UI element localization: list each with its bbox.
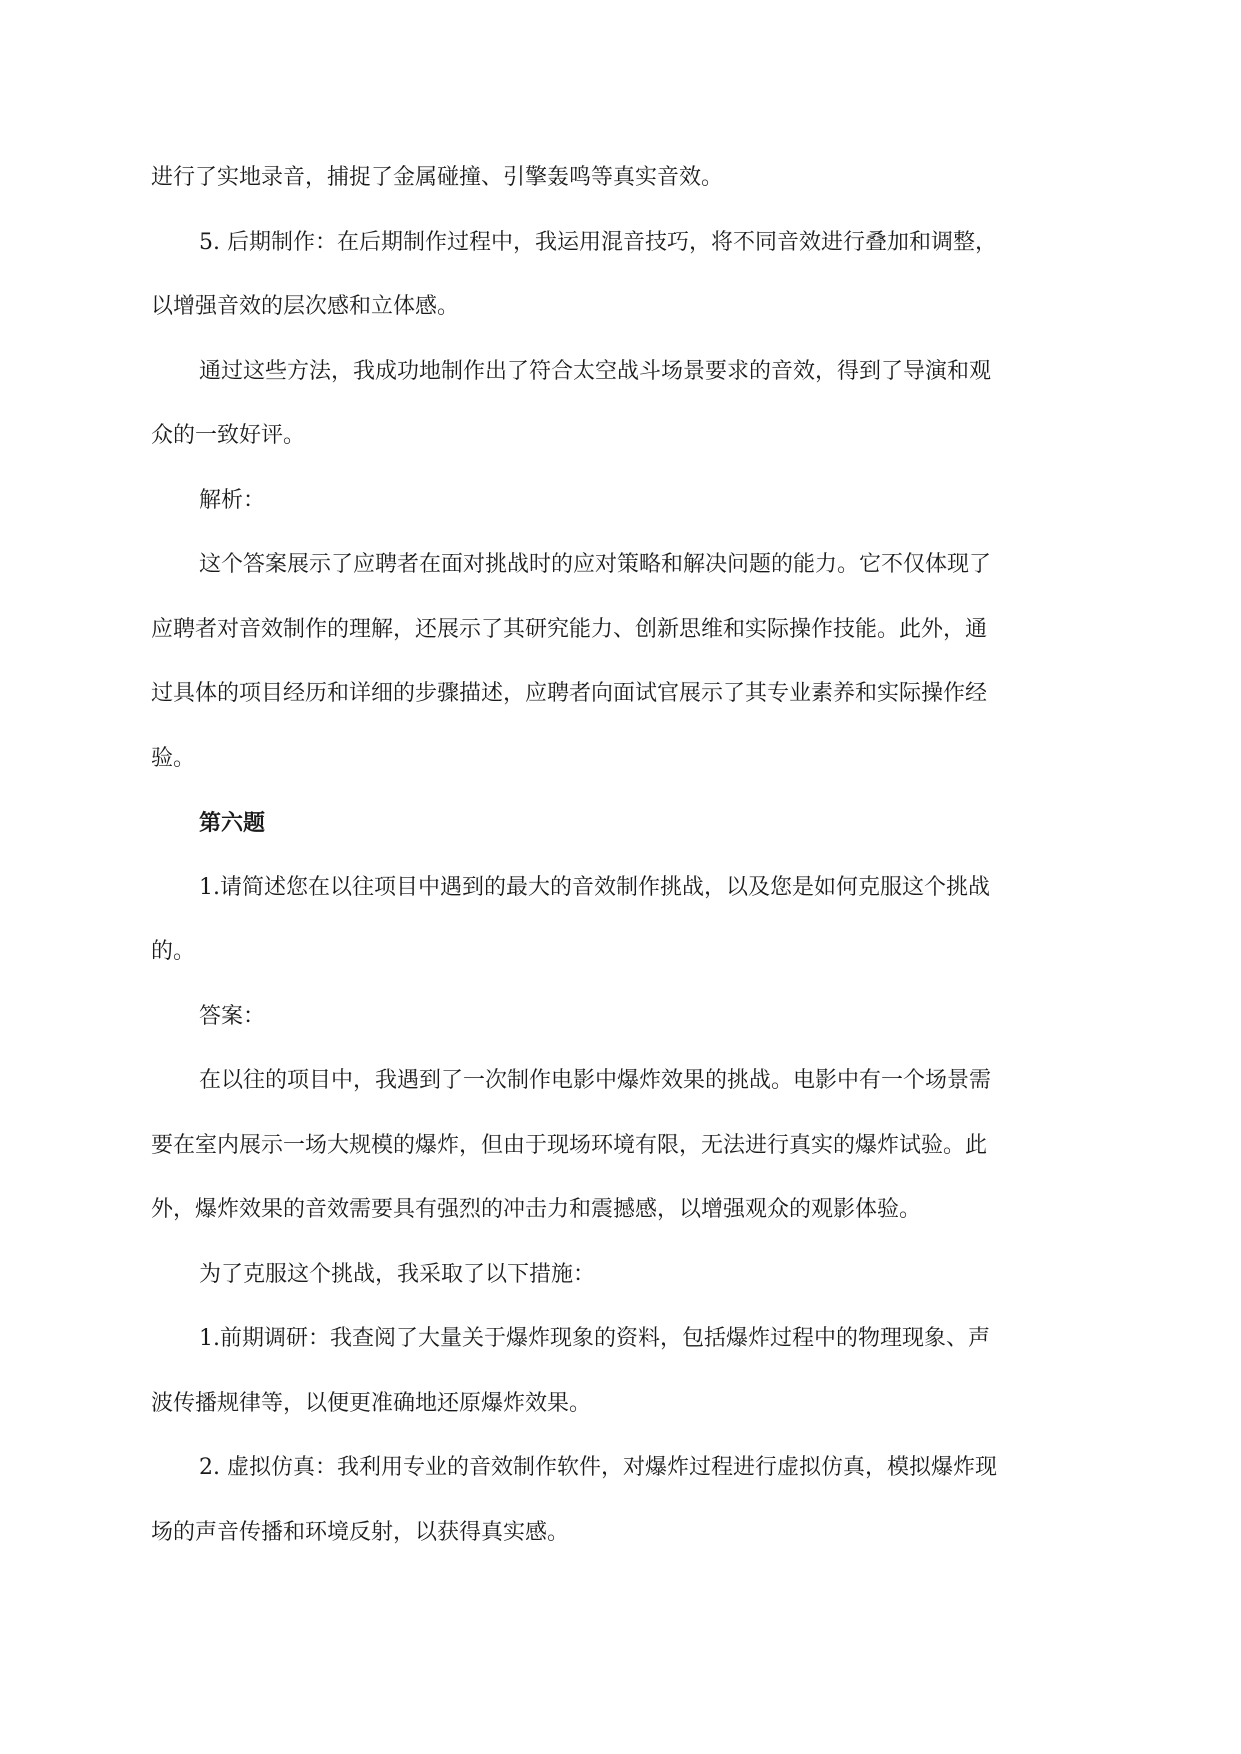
- paragraph-line: 2. 虚拟仿真：我利用专业的音效制作软件，对爆炸过程进行虚拟仿真，模拟爆炸现: [199, 1455, 997, 1480]
- paragraph-line: 波传播规律等，以便更准确地还原爆炸效果。: [151, 1390, 592, 1416]
- paragraph-line: 1.前期调研：我查阅了大量关于爆炸现象的资料，包括爆炸过程中的物理现象、声: [199, 1326, 990, 1351]
- paragraph-line: 在以往的项目中，我遇到了一次制作电影中爆炸效果的挑战。电影中有一个场景需: [199, 1068, 992, 1093]
- paragraph: [151, 469, 1096, 534]
- paragraph-line: 应聘者对音效制作的理解，还展示了其研究能力、创新思维和实际操作技能。此外，通: [151, 616, 988, 642]
- paragraph: [151, 1307, 1096, 1436]
- paragraph-line: 外，爆炸效果的音效需要具有强烈的冲击力和震撼感，以增强观众的观影体验。: [151, 1197, 922, 1222]
- section-heading: [151, 791, 1096, 856]
- paragraph: [151, 211, 1096, 340]
- paragraph: [151, 533, 1096, 791]
- paragraph: [151, 985, 1096, 1050]
- document-body: [151, 146, 1096, 1565]
- paragraph-line: 这个答案展示了应聘者在面对挑战时的应对策略和解决问题的能力。它不仅体现了: [199, 552, 992, 577]
- paragraph-line: 众的一致好评。: [151, 423, 306, 448]
- paragraph-line: 解析：: [199, 487, 266, 513]
- paragraph: [151, 146, 1096, 211]
- paragraph-line: 的。: [151, 939, 196, 964]
- paragraph: [151, 1436, 1096, 1565]
- paragraph-line: 场的声音传播和环境反射，以获得真实感。: [151, 1519, 570, 1545]
- paragraph-line: 以增强音效的层次感和立体感。: [151, 294, 460, 319]
- paragraph-line: 要在室内展示一场大规模的爆炸，但由于现场环境有限，无法进行真实的爆炸试验。此: [151, 1132, 988, 1158]
- paragraph: [151, 1243, 1096, 1308]
- paragraph-line: 5. 后期制作：在后期制作过程中，我运用混音技巧，将不同音效进行叠加和调整，: [199, 229, 997, 255]
- paragraph-line: 进行了实地录音，捕捉了金属碰撞、引擎轰鸣等真实音效。: [151, 165, 724, 190]
- paragraph-line: 通过这些方法，我成功地制作出了符合太空战斗场景要求的音效，得到了导演和观: [199, 358, 992, 384]
- paragraph: [151, 856, 1096, 985]
- paragraph-line: 答案：: [199, 1003, 266, 1029]
- paragraph-line: 验。: [151, 745, 196, 771]
- paragraph-line: 第六题: [199, 810, 266, 836]
- paragraph-line: 过具体的项目经历和详细的步骤描述，应聘者向面试官展示了其专业素养和实际操作经: [151, 681, 988, 706]
- paragraph-line: 1.请简述您在以往项目中遇到的最大的音效制作挑战，以及您是如何克服这个挑战: [199, 874, 990, 900]
- paragraph: [151, 340, 1096, 469]
- paragraph: [151, 1049, 1096, 1243]
- paragraph-line: 为了克服这个挑战，我采取了以下措施：: [199, 1261, 596, 1287]
